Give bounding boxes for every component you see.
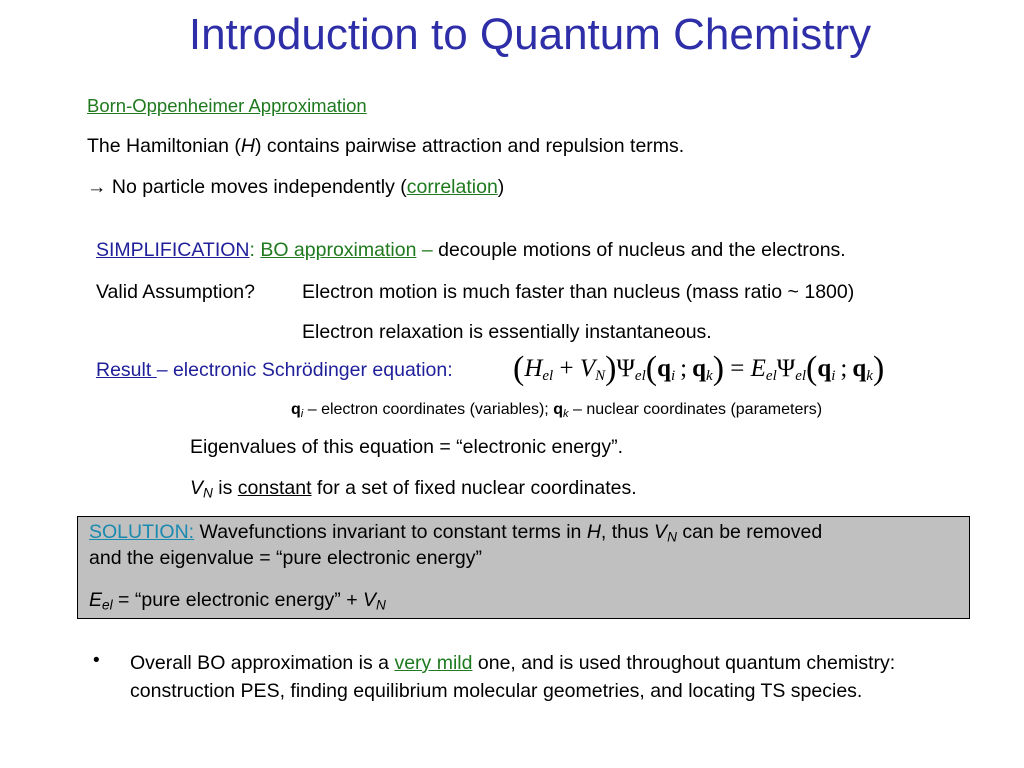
bullet-post: one, and is used throughout quantum chemistry: construction PES, finding equilibrium molecular geometries, and locating TS species.	[130, 652, 896, 702]
qk-text: – nuclear coordinates (parameters)	[568, 401, 823, 418]
solution-line1	[89, 521, 822, 544]
arrow-icon: →	[87, 176, 107, 198]
correlation-post: )	[497, 176, 505, 198]
vn-rest: for a set of fixed nuclear coordinates.	[311, 477, 637, 499]
bullet-icon: •	[93, 650, 100, 671]
solution-text1: Wavefunctions invariant to constant terms in	[194, 521, 587, 543]
schrodinger-equation: $(H_{el} + V_N)\Psi_{el}(q_i$ ; $q_k) = E_{el}\Psi_{el}(q_i$ ; $q_k$)	[513, 350, 885, 387]
vn-constant-line	[190, 477, 637, 500]
valid-assumption-label: Valid Assumption?	[96, 281, 255, 303]
hamiltonian-symbol: H	[240, 135, 255, 157]
simplification-colon: :	[249, 239, 255, 261]
constant-word: constant	[237, 477, 312, 499]
hamiltonian-pre: The Hamiltonian (	[87, 135, 241, 157]
solution-label: SOLUTION:	[89, 521, 195, 543]
qi-text: – electron coordinates (variables);	[303, 401, 554, 418]
solution-text2: , thus	[600, 521, 655, 543]
qk-sub: k	[562, 407, 569, 420]
result-line	[96, 359, 453, 382]
simplification-dash: –	[421, 239, 433, 261]
slide-title: Introduction to Quantum Chemistry	[188, 10, 872, 59]
very-mild-link[interactable]: very mild	[394, 652, 473, 674]
bo-heading: Born-Oppenheimer Approximation	[87, 95, 367, 116]
qi-sub: i	[300, 407, 304, 420]
result-label: Result	[96, 359, 157, 381]
coordinates-note: $q_i$ – electron coordinates (variables); $q_k$ – nuclear coordinates (parameters)	[291, 401, 823, 420]
bullet-item	[130, 649, 930, 705]
vn-symbol: V	[190, 477, 204, 499]
simplification-line	[96, 239, 846, 262]
result-text: – electronic Schrödinger equation:	[156, 359, 453, 381]
solution-box	[77, 516, 970, 619]
solution-e: E	[89, 589, 103, 611]
hamiltonian-line	[87, 135, 684, 158]
solution-esub: el	[102, 597, 113, 613]
solution-v: V	[654, 521, 668, 543]
bo-approximation-link[interactable]: BO approximation	[260, 239, 417, 261]
correlation-link[interactable]: correlation	[406, 176, 498, 198]
solution-v2sub: N	[376, 597, 386, 613]
hamiltonian-post: ) contains pairwise attraction and repulsion terms.	[255, 135, 685, 157]
bullet-pre: Overall BO approximation is a	[130, 652, 395, 674]
vn-is: is	[212, 477, 238, 499]
valid-assumption-line1: Electron motion is much faster than nucleus (mass ratio ~ 1800)	[302, 281, 855, 303]
solution-h: H	[586, 521, 601, 543]
eigenvalues-line: Eigenvalues of this equation = “electronic energy”.	[190, 436, 624, 458]
simplification-label: SIMPLIFICATION	[96, 239, 250, 261]
solution-line3	[89, 589, 386, 612]
correlation-line	[87, 176, 504, 199]
solution-v2: V	[363, 589, 377, 611]
correlation-pre: No particle moves independently (	[106, 176, 407, 198]
valid-assumption-line2: Electron relaxation is essentially instantaneous.	[302, 321, 712, 343]
vn-sub: N	[203, 485, 213, 501]
solution-text4: = “pure electronic energy” +	[112, 589, 364, 611]
solution-line2: and the eigenvalue = “pure electronic energy”	[89, 547, 482, 569]
simplification-text: decouple motions of nucleus and the electrons.	[432, 239, 846, 261]
solution-vsub: N	[667, 529, 677, 545]
solution-text3: can be removed	[676, 521, 823, 543]
